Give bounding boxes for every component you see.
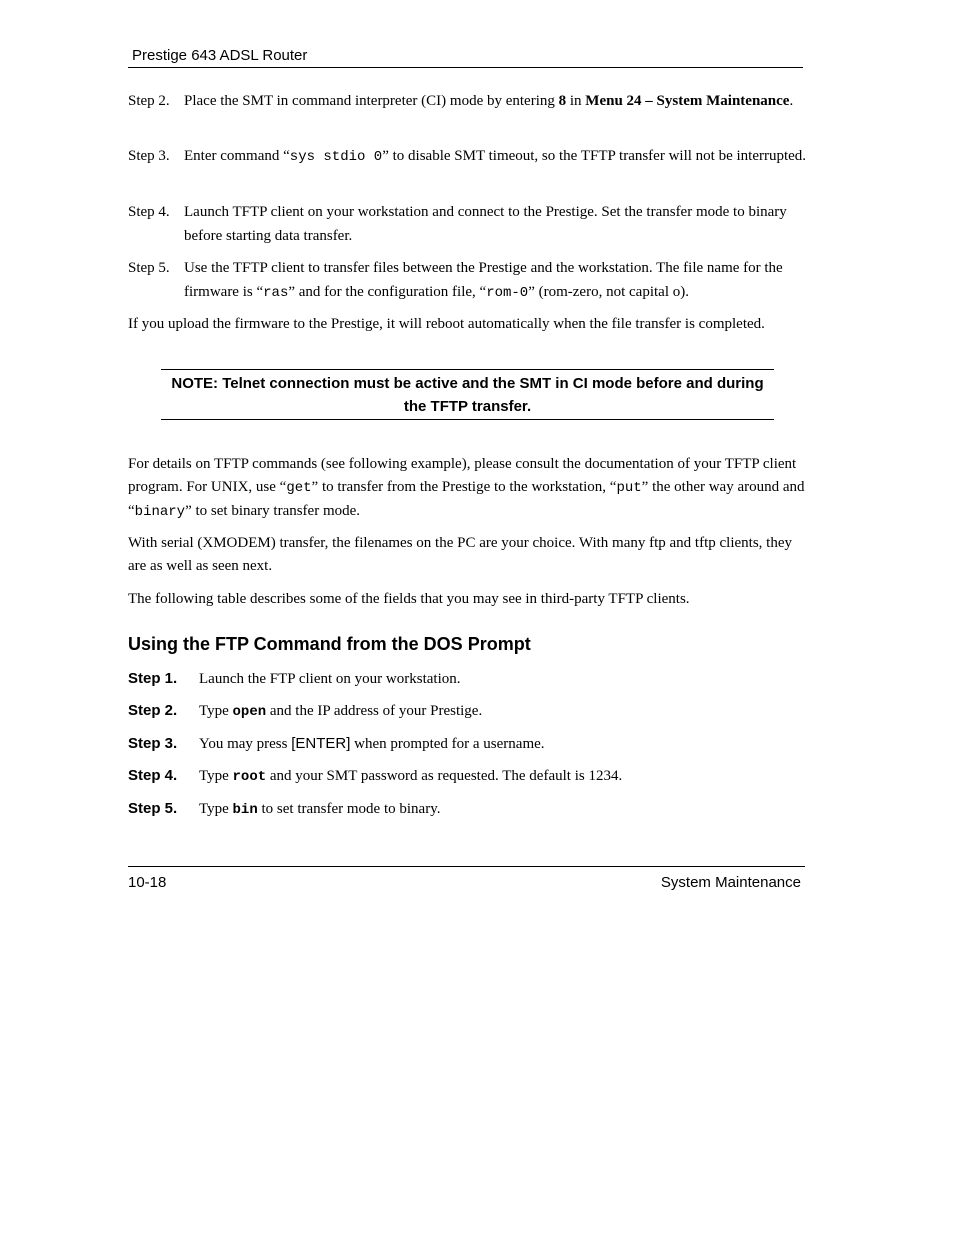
step-label: Step 5.: [128, 260, 170, 276]
step-text: Use the TFTP client to transfer files between the Prestige and the workstation. The file name for the firmware is “ras” and for the configuration file, “rom-0” (rom-zero, not capital o).: [184, 260, 783, 301]
key-label: [ENTER]: [291, 735, 351, 752]
step-text: Type root and your SMT password as requested. The default is 1234.: [199, 768, 623, 785]
inline-code: rom-0: [486, 285, 529, 301]
step-text: Enter command “sys stdio 0” to disable SMT timeout, so the TFTP transfer will not be interrupted.: [184, 148, 807, 165]
step-label: Step 2.: [128, 702, 178, 719]
step-4: [128, 200, 808, 248]
footer-chapter: System Maintenance: [660, 874, 801, 891]
inline-code: get: [286, 480, 312, 496]
step-text: Launch TFTP client on your workstation and connect to the Prestige. Set the transfer mode to binary before starting data transfer.: [184, 204, 787, 244]
footer-rule: [128, 866, 805, 867]
step-label: Step 4.: [128, 204, 170, 220]
step-text: Type open and the IP address of your Prestige.: [199, 703, 483, 720]
inline-code: root: [232, 769, 267, 785]
ftp-step-5: [128, 798, 808, 821]
step-text: Launch the FTP client on your workstation.: [199, 671, 461, 687]
step-label: Step 5.: [128, 800, 178, 817]
step-label: Step 1.: [128, 670, 178, 687]
inline-code: binary: [134, 504, 186, 520]
note-top-rule: [161, 369, 774, 370]
inline-code: ras: [263, 285, 289, 301]
ftp-step-4: [128, 765, 808, 788]
inline-code: put: [616, 480, 642, 496]
header-rule: [128, 67, 803, 68]
paragraph-serial: With serial (XMODEM) transfer, the filenames on the PC are your choice. With many ftp and tftp clients, they are as well as seen next.: [128, 535, 792, 574]
note-box: NOTE: Telnet connection must be active and the SMT in CI mode before and during the TFTP transfer.: [171, 375, 764, 415]
running-header: Prestige 643 ADSL Router: [132, 47, 308, 64]
section-heading: Using the FTP Command from the DOS Prompt: [128, 634, 531, 654]
ftp-step-3: [128, 733, 808, 755]
step-label: Step 2.: [128, 93, 170, 109]
paragraph-tftp-commands: For details on TFTP commands (see following example), please consult the documentation of your TFTP client program. For UNIX, use “get” to transfer from the Prestige to the workstation, “put” the other way around and “binary” to set binary transfer mode.: [128, 456, 805, 520]
step-5: [128, 256, 808, 305]
step-2: [128, 89, 808, 113]
step-text: Place the SMT in command interpreter (CI) mode by entering 8 in Menu 24 – System Maintenance.: [184, 93, 794, 109]
inline-code: open: [232, 704, 267, 720]
note-bottom-rule: [161, 419, 774, 420]
paragraph-table: The following table describes some of the fields that you may see in third-party TFTP clients.: [128, 591, 690, 607]
step-label: Step 3.: [128, 148, 170, 164]
page-number: 10-18: [128, 874, 167, 891]
ftp-step-2: [128, 700, 808, 723]
inline-code: sys stdio 0: [289, 149, 383, 165]
step-text: You may press [ENTER] when prompted for a username.: [199, 735, 545, 752]
step-3: [128, 144, 808, 169]
ftp-step-1: [128, 668, 808, 690]
step-text: Type bin to set transfer mode to binary.: [199, 801, 441, 818]
paragraph-upload: If you upload the firmware to the Prestige, it will reboot automatically when the file transfer is completed.: [128, 316, 765, 332]
step-label: Step 4.: [128, 767, 178, 784]
inline-code: bin: [232, 802, 258, 818]
step-label: Step 3.: [128, 735, 178, 752]
